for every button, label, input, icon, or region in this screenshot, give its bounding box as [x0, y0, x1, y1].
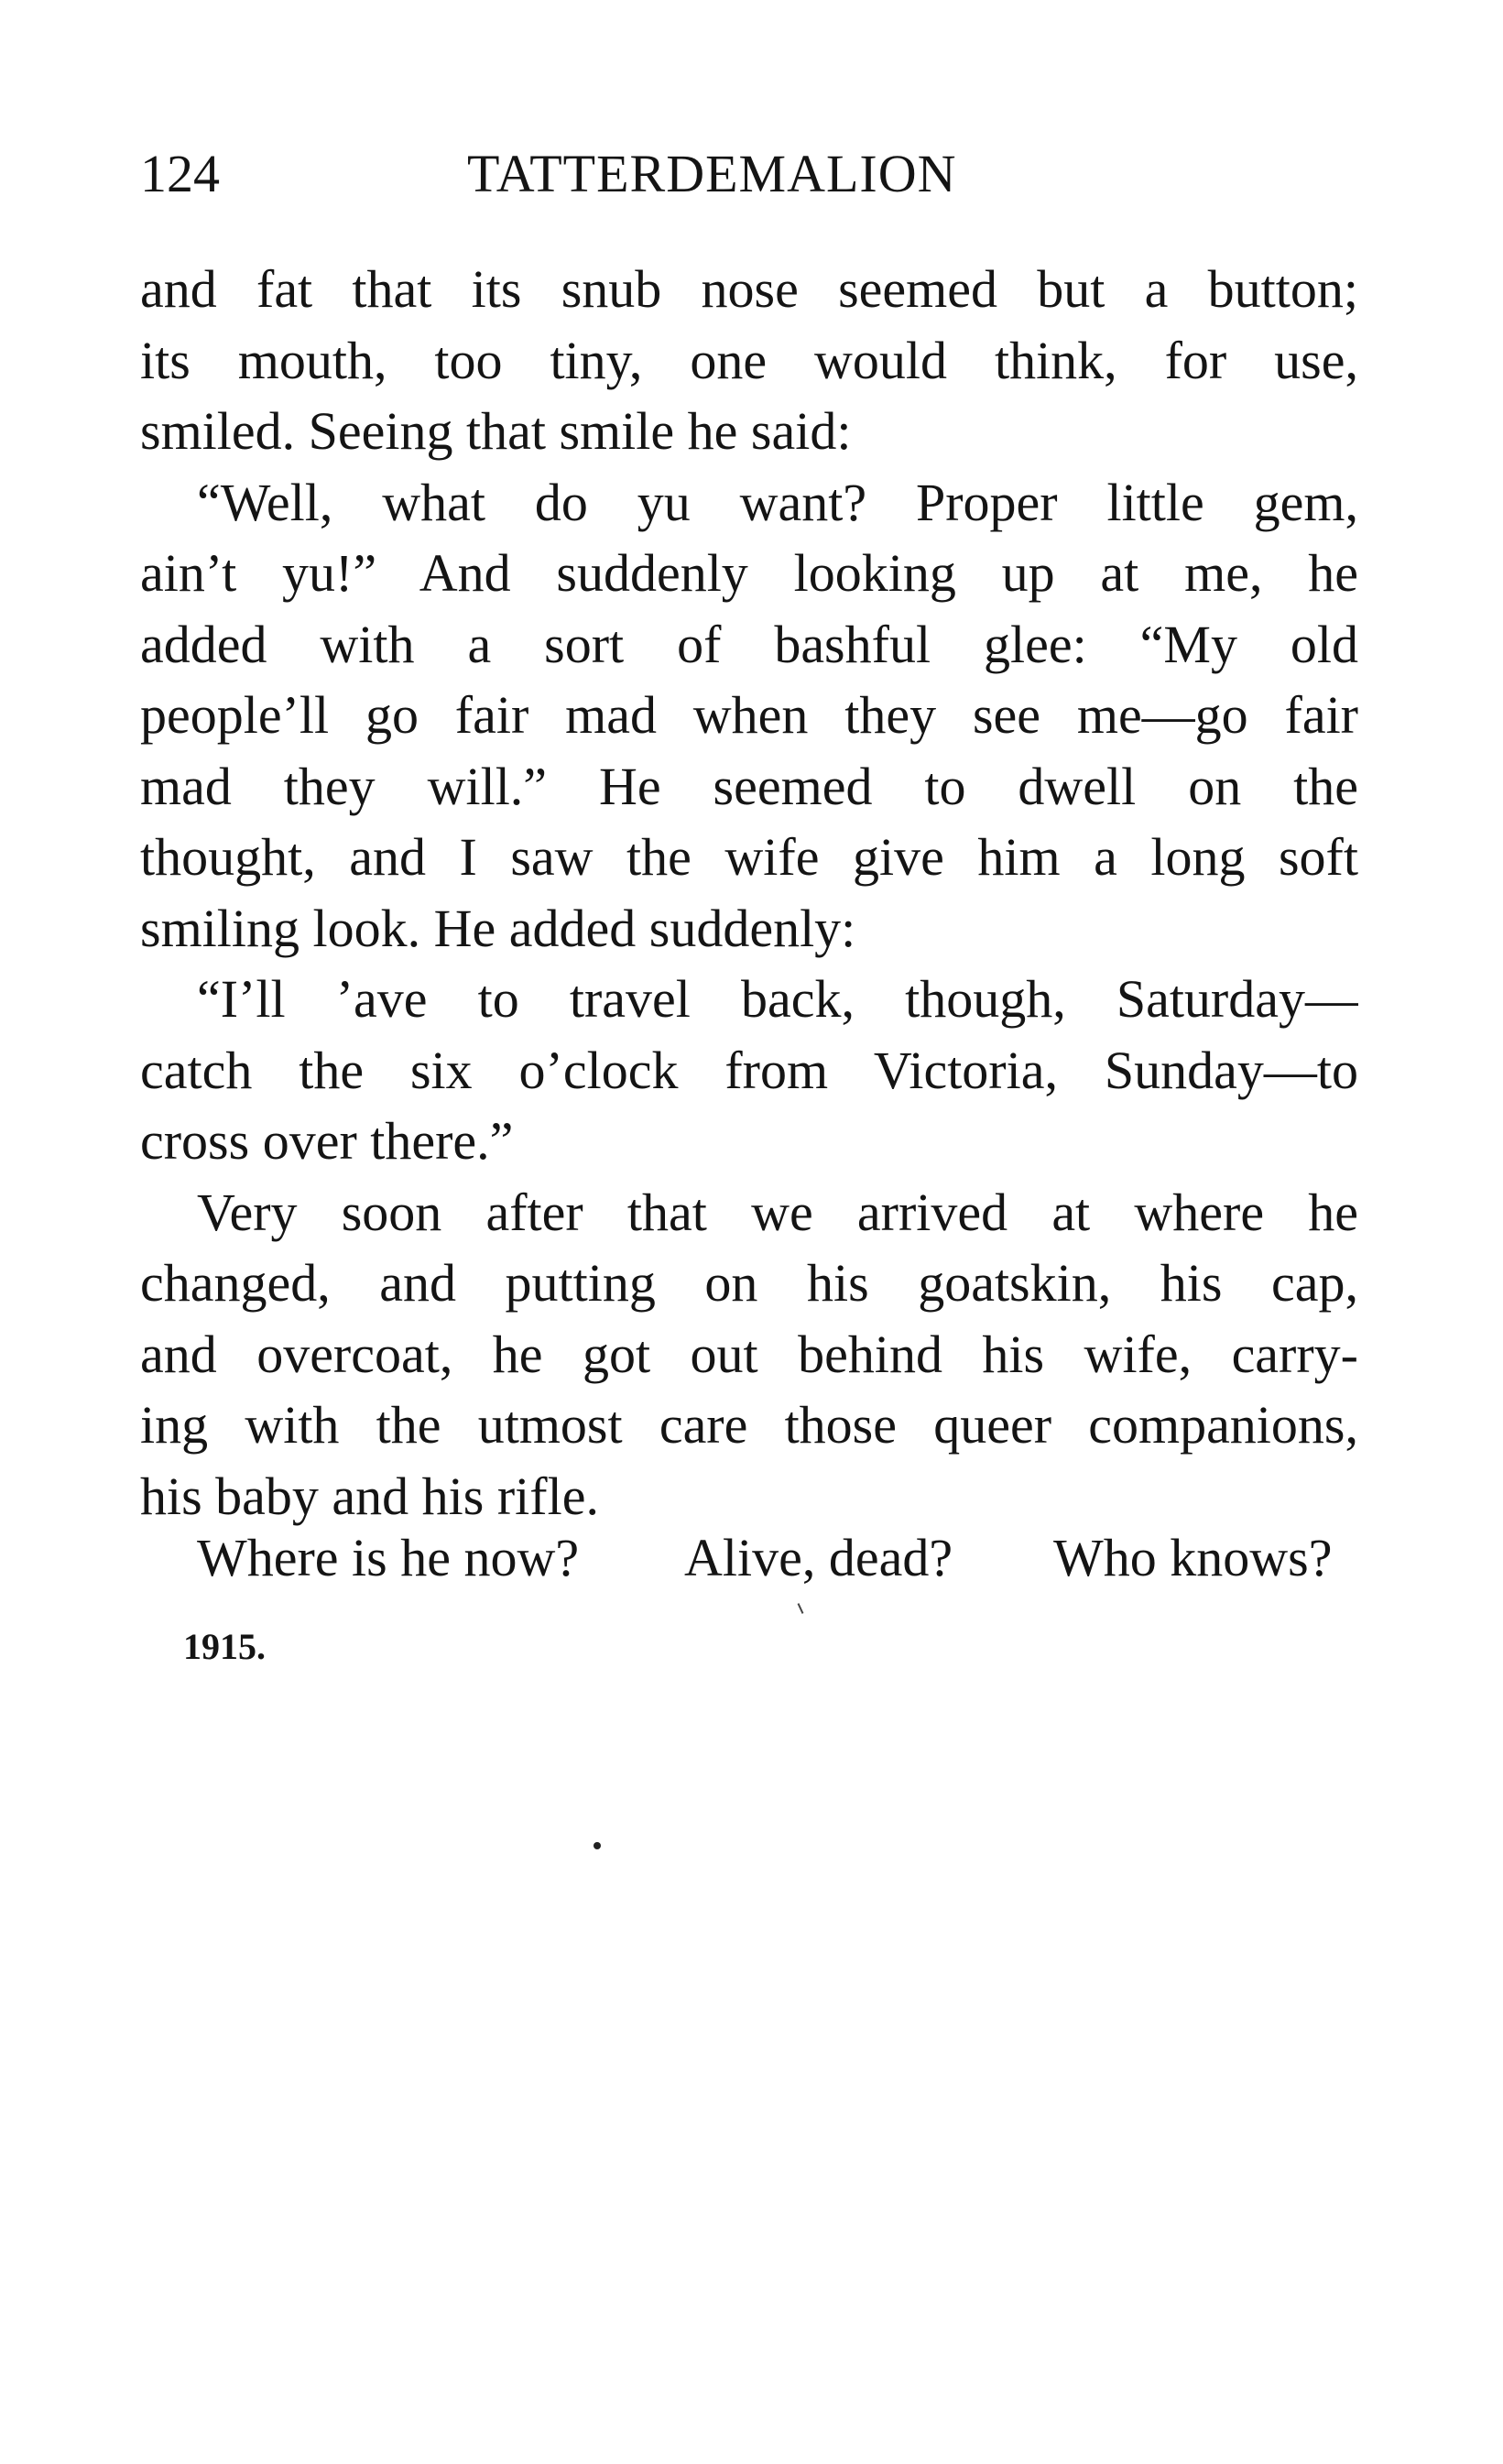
text-line: “I’ll ’ave to travel back, though, Saturday— — [197, 969, 1358, 1029]
closing-line — [197, 1521, 1358, 1595]
text-line: and fat that its snub nose seemed but a button; — [140, 259, 1358, 319]
text-line: mad they will.” He seemed to dwell on the — [140, 756, 1358, 816]
body-text — [140, 254, 1358, 1532]
page-number: 124 — [140, 144, 220, 203]
closing-question: Where is he now? — [197, 1528, 580, 1587]
text-line: people’ll go fair mad when they see me—go fair — [140, 685, 1358, 745]
text-line: added with a sort of bashful glee: “My old — [140, 614, 1358, 674]
book-title: TATTERDEMALION — [467, 144, 957, 203]
text-line: smiled. Seeing that smile he said: — [140, 401, 852, 461]
text-line: thought, and I saw the wife give him a long soft — [140, 827, 1358, 887]
ink-speck — [594, 1842, 601, 1849]
text-line: its mouth, too tiny, one would think, for use, — [140, 330, 1358, 390]
text-line: “Well, what do yu want? Proper little gem, — [197, 472, 1358, 532]
text-line: ain’t yu!” And suddenly looking up at me, he — [140, 543, 1358, 603]
text-line: and overcoat, he got out behind his wife, carry- — [140, 1324, 1358, 1384]
text-line: cross over there.” — [140, 1111, 514, 1171]
text-line: ing with the utmost care those queer companions, — [140, 1395, 1358, 1455]
running-head — [140, 137, 1358, 211]
text-line: smiling look. He added suddenly: — [140, 898, 856, 958]
text-line: changed, and putting on his goatskin, his cap, — [140, 1253, 1358, 1313]
text-line: Very soon after that we arrived at where he — [197, 1182, 1358, 1242]
text-line: his baby and his rifle. — [140, 1466, 599, 1526]
closing-question: Who knows? — [1053, 1528, 1333, 1587]
text-line: catch the six o’clock from Victoria, Sunday—to — [140, 1040, 1358, 1100]
date-line: 1915. — [183, 1626, 266, 1667]
closing-question: Alive, dead? — [684, 1528, 953, 1587]
print-mark — [798, 1603, 804, 1614]
